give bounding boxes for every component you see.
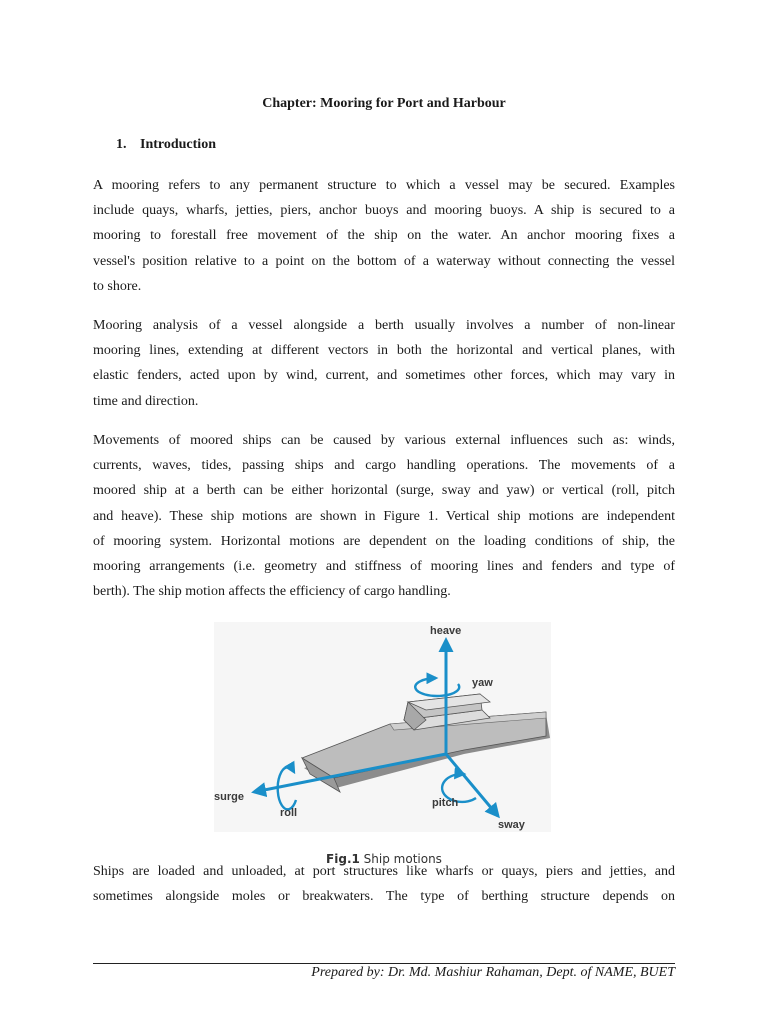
- text-line: mooring lines, extending at different vectors in both the horizontal and vertical planes, with: [93, 343, 675, 359]
- heave-label: heave: [430, 625, 462, 637]
- paragraph-mooring-analysis: [93, 313, 675, 414]
- text-line: currents, waves, tides, passing ships and cargo handling operations. The movements of a: [93, 458, 675, 474]
- text-line: include quays, wharfs, jetties, piers, anchor buoys and mooring buoys. A ship is secured to a: [93, 203, 675, 219]
- text-line: mooring arrangements (i.e. geometry and stiffness of mooring lines and fenders and type of: [93, 559, 675, 575]
- text-line: sometimes alongside moles or breakwaters. The type of berthing structure depends on: [93, 889, 675, 905]
- surge-label: surge: [214, 791, 244, 803]
- text-line: Movements of moored ships can be caused by various external influences such as: winds,: [93, 433, 675, 448]
- chapter-title: Chapter: Mooring for Port and Harbour: [262, 96, 506, 111]
- ship-motions-figure: [214, 622, 551, 832]
- text-line: A mooring refers to any permanent structure to which a vessel may be secured. Examples: [93, 178, 675, 193]
- text-line: moored ship at a berth can be either horizontal (surge, sway and yaw) or vertical (roll, pitch: [93, 483, 675, 499]
- text-line: to shore.: [93, 278, 142, 294]
- text-line: and heave). These ship motions are shown in Figure 1. Vertical ship motions are independent: [93, 508, 675, 524]
- text-line: time and direction.: [93, 393, 199, 409]
- yaw-label: yaw: [472, 677, 493, 689]
- pitch-label: pitch: [432, 797, 459, 809]
- paragraph-berthing: [93, 859, 675, 909]
- footer-divider: [93, 963, 675, 964]
- text-line: vessel's position relative to a point on the bottom of a waterway without connecting the vessel: [93, 253, 675, 269]
- text-line: of mooring system. Horizontal motions are dependent on the loading conditions of ship, the: [93, 533, 675, 549]
- paragraph-mooring-definition: [93, 173, 675, 299]
- ship-motions-diagram: [214, 622, 551, 832]
- section-number: 1.: [116, 137, 127, 152]
- section-heading: [116, 137, 216, 153]
- text-line: mooring to forestall free movement of the ship on the water. An anchor mooring fixes a: [93, 228, 675, 244]
- text-line: elastic fenders, acted upon by wind, current, and sometimes other forces, which may vary in: [93, 368, 675, 384]
- footer-credit: Prepared by: Dr. Md. Mashiur Rahaman, Dept. of NAME, BUET: [311, 965, 675, 980]
- figure-caption-text: Ship motions: [359, 852, 442, 866]
- sway-label: sway: [498, 819, 525, 831]
- text-line: Mooring analysis of a vessel alongside a berth usually involves a number of non-linear: [93, 318, 675, 333]
- figure-number: Fig.1: [326, 852, 360, 866]
- text-line: berth). The ship motion affects the efficiency of cargo handling.: [93, 584, 451, 600]
- paragraph-ship-movements: [93, 428, 675, 604]
- roll-label: roll: [280, 807, 298, 819]
- text-line: Ships are loaded and unloaded, at port structures like wharfs or quays, piers and jetties, and: [93, 864, 675, 879]
- section-title: Introduction: [140, 137, 216, 152]
